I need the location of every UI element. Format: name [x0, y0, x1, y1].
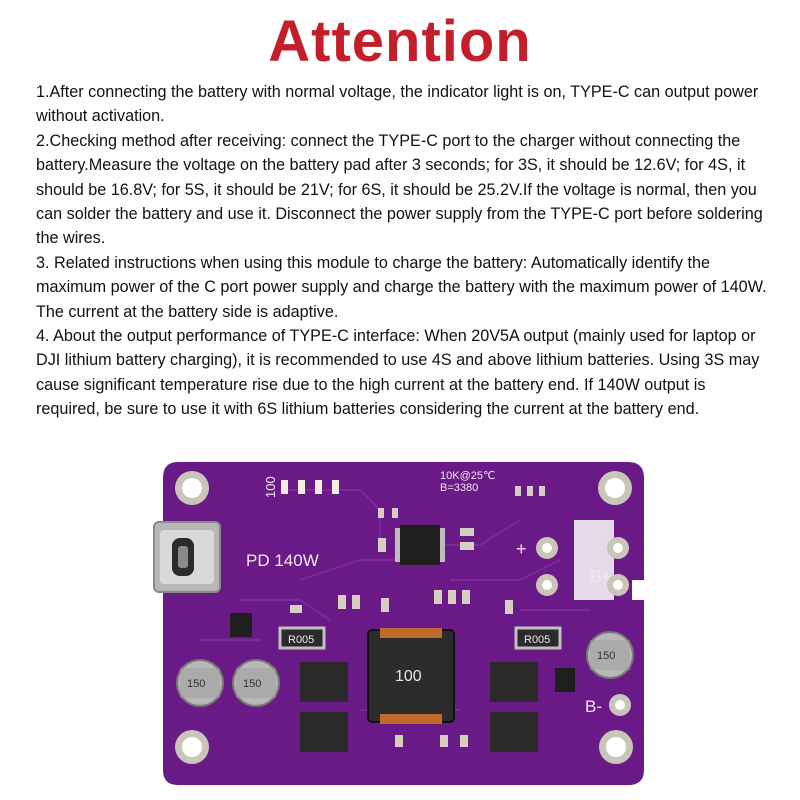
label-battery-minus: B- [585, 697, 602, 716]
label-battery-plus: B+ [590, 567, 612, 586]
mounting-hole-br [599, 730, 633, 764]
controller-ic [395, 525, 445, 565]
usb-c-connector [154, 522, 220, 592]
svg-text:150: 150 [597, 650, 616, 662]
shunt-resistor-left [280, 628, 324, 648]
svg-text:100: 100 [395, 668, 422, 685]
diode [555, 668, 575, 692]
label-pd-power: PD 140W [246, 551, 319, 570]
page-title: Attention [268, 9, 532, 74]
svg-text:150: 150 [243, 678, 262, 690]
small-ic [230, 613, 252, 637]
instructions [36, 80, 771, 422]
note-4: 4. About the output performance of TYPE-C interface: When 20V5A output (mainly used for laptop or DJI lithium battery charging), it is recommended to use 4S and above lithium batteries. Using 3S may cause significant temperature rise due to the high current at the battery end. If 140W output is required, be sure to use it with 6S lithium batteries considering the current at the battery end. [36, 327, 760, 419]
capacitor-right [587, 632, 633, 678]
svg-text:150: 150 [187, 678, 206, 690]
capacitor-left-2 [233, 660, 279, 706]
power-inductor [368, 628, 454, 724]
note-3: 3. Related instructions when using this module to charge the battery: Automatically identify the maximum power of the C port power supply and charge the battery with the maximum power of 140W. The current at the battery side is adaptive. [36, 253, 767, 321]
svg-text:R005: R005 [524, 634, 551, 646]
label-b-value: B=3380 [440, 482, 479, 494]
shunt-resistor-right [516, 628, 560, 648]
note-1: 1.After connecting the battery with normal voltage, the indicator light is on, TYPE-C can output power without activation. [36, 83, 759, 126]
mounting-hole-tr [598, 471, 632, 505]
label-ntc: 10K@25℃ [440, 470, 496, 482]
svg-text:R005: R005 [288, 634, 315, 646]
mounting-hole-tl [175, 471, 209, 505]
label-plus: + [516, 539, 527, 559]
label-100: 100 [263, 476, 278, 498]
mounting-hole-bl [175, 730, 209, 764]
pcb-board-image [0, 450, 800, 800]
note-2: 2.Checking method after receiving: connect the TYPE-C port to the charger without connecting the battery.Measure the voltage on the battery pad after 3 seconds; for 3S, it should be 12.6V; for 4S, it should be 16.8V; for 5S, it should be 21V; for 6S, it should be 25.2V.If the voltage is normal, then you can solder the battery and use it. Disconnect the power supply from the TYPE-C port before soldering the wires. [36, 131, 763, 248]
capacitor-left-1 [177, 660, 223, 706]
